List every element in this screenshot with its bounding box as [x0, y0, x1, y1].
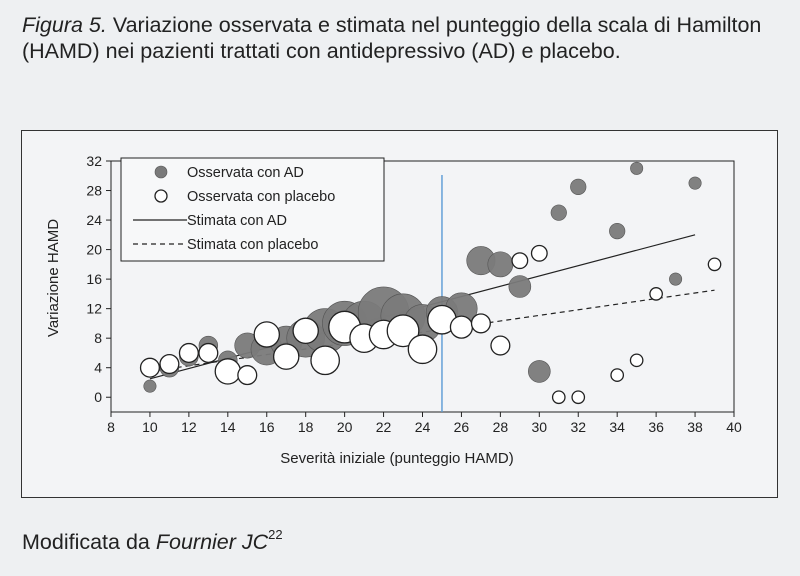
placebo-observed-point: [311, 346, 339, 374]
legend-group: [121, 158, 384, 261]
ad-observed-point: [528, 360, 550, 382]
legend-label: Stimata con placebo: [187, 237, 319, 253]
placebo-observed-point: [532, 245, 548, 261]
placebo-observed-point: [708, 258, 720, 270]
placebo-observed-point: [274, 344, 299, 369]
x-tick-label: 34: [609, 419, 625, 435]
placebo-observed-point: [199, 344, 218, 363]
figure-label: Figura 5.: [22, 13, 107, 37]
y-tick-label: 16: [86, 271, 102, 288]
x-tick-label: 40: [726, 419, 742, 435]
placebo-observed-point: [293, 318, 318, 343]
x-tick-label: 14: [220, 419, 236, 435]
placebo-observed-point: [408, 335, 436, 363]
source-author: Fournier JC: [155, 530, 269, 554]
x-tick-label: 26: [453, 419, 470, 435]
x-tick-label: 20: [336, 419, 353, 435]
ad-observed-point: [488, 252, 513, 277]
x-tick-label: 38: [687, 419, 703, 435]
x-tick-label: 10: [142, 419, 158, 435]
placebo-observed-point: [238, 366, 257, 385]
legend-label: Stimata con AD: [187, 213, 287, 229]
placebo-observed-point: [472, 314, 491, 333]
x-tick-label: 18: [297, 419, 314, 435]
y-tick-label: 0: [94, 389, 102, 406]
source-ref: 22: [268, 527, 283, 542]
placebo-observed-point: [611, 369, 623, 381]
source-note: [22, 527, 283, 555]
x-tick-label: 36: [648, 419, 664, 435]
legend-label: Osservata con AD: [187, 165, 304, 181]
x-tick-label: 24: [414, 419, 431, 435]
y-axis-label: Variazione HAMD: [45, 218, 62, 338]
legend-label: Osservata con placebo: [187, 189, 336, 205]
y-tick-label: 8: [94, 330, 102, 347]
placebo-observed-point: [215, 359, 240, 384]
ad-observed-point: [689, 177, 701, 189]
ad-observed-point: [630, 162, 642, 174]
figure-caption: [22, 12, 787, 64]
x-tick-label: 8: [107, 419, 115, 435]
ad-observed-point: [509, 276, 531, 298]
ad-observed-point: [144, 380, 156, 392]
placebo-observed-point: [630, 354, 642, 366]
scatter-chart: [22, 131, 777, 497]
y-tick-label: 12: [86, 300, 102, 317]
y-tick-label: 32: [86, 153, 102, 169]
x-tick-label: 30: [531, 419, 548, 435]
placebo-observed-point: [650, 288, 662, 300]
ad-observed-point: [551, 205, 567, 221]
source-prefix: Modificata da: [22, 530, 156, 554]
y-tick-label: 20: [86, 241, 102, 258]
x-tick-label: 28: [492, 419, 509, 435]
x-tick-label: 22: [375, 419, 392, 435]
figure-caption-text: Variazione osservata e stimata nel punteggio della scala di Hamilton (HAMD) nei pazienti trattati con antidepressivo (AD) e placebo.: [22, 13, 762, 63]
placebo-observed-point: [141, 358, 160, 377]
ad-observed-point: [570, 179, 586, 195]
placebo-observed-point: [254, 322, 279, 347]
ad-observed-point: [669, 273, 681, 285]
placebo-observed-point: [491, 336, 510, 355]
legend-marker-open: [155, 190, 167, 202]
x-axis-label: Severità iniziale (punteggio HAMD): [280, 450, 514, 467]
placebo-observed-point: [512, 253, 528, 269]
y-tick-label: 4: [94, 359, 102, 376]
x-tick-label: 32: [570, 419, 587, 435]
chart-panel: [21, 130, 778, 498]
placebo-observed-point: [553, 391, 565, 403]
x-tick-label: 12: [181, 419, 197, 435]
y-tick-label: 28: [86, 182, 102, 199]
ad-observed-point: [609, 223, 625, 239]
legend-marker-filled: [155, 166, 167, 178]
placebo-observed-point: [572, 391, 584, 403]
placebo-observed-point: [160, 355, 179, 374]
placebo-observed-point: [450, 316, 472, 338]
placebo-observed-point: [179, 344, 198, 363]
y-tick-label: 24: [86, 212, 102, 229]
x-tick-label: 16: [258, 419, 275, 435]
